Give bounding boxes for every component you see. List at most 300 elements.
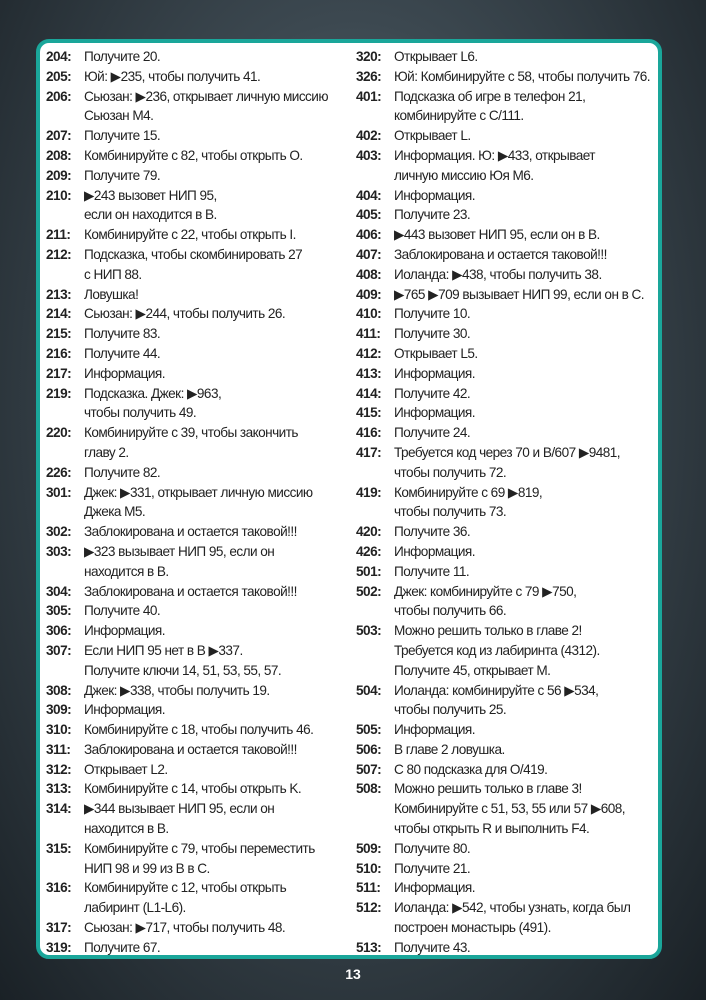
entry-number: 315: — [46, 840, 72, 856]
entry-text — [84, 67, 352, 87]
content-panel — [36, 39, 662, 959]
entry-text-line: Джека М5. — [84, 504, 146, 520]
entry-text-line: Получите 67. — [84, 939, 161, 955]
entry-text-line: Информация. — [394, 880, 475, 896]
entry — [356, 186, 662, 206]
entry-text-line: Получите 44. — [84, 345, 161, 361]
entry-text-line: Получите 20. — [84, 49, 161, 64]
entry-number: 508: — [356, 781, 382, 797]
entry — [356, 859, 662, 879]
entry-number: 226: — [46, 464, 72, 480]
entry-text-line: Получите 79. — [84, 167, 161, 183]
entry-text — [84, 720, 352, 740]
entry-text — [394, 859, 662, 879]
entry-text — [394, 740, 662, 760]
entry-number: 215: — [46, 326, 72, 342]
entry-number: 213: — [46, 286, 72, 302]
entry-text-line: Подсказка об игре в телефон 21, — [394, 88, 586, 104]
entry-text — [394, 423, 662, 443]
entry-number: 317: — [46, 920, 72, 936]
entry — [356, 384, 662, 404]
entry-number: 212: — [46, 246, 72, 262]
entry-text — [84, 324, 352, 344]
entry-text-line: Джек: ▶331, открывает личную миссию — [84, 484, 313, 500]
entry-text — [84, 146, 352, 166]
entry-number: 405: — [356, 207, 382, 223]
entry — [46, 87, 352, 127]
entry-text-line: Открывает L2. — [84, 761, 168, 777]
entry-number: 210: — [46, 187, 72, 203]
entry-text-line: Информация. — [394, 722, 475, 738]
entry-text — [394, 582, 662, 622]
entry — [46, 423, 352, 463]
entry-text-line: Комбинируйте с 14, чтобы открыть K. — [84, 781, 302, 797]
entry-text — [394, 384, 662, 404]
entry-text — [84, 87, 352, 127]
entry-text — [394, 483, 662, 523]
entry-number: 419: — [356, 484, 382, 500]
entry-text — [84, 938, 352, 958]
entry — [46, 47, 352, 67]
entry-text — [394, 760, 662, 780]
entry-text — [394, 324, 662, 344]
entry-number: 404: — [356, 187, 382, 203]
entry-number: 307: — [46, 642, 72, 658]
entry — [46, 621, 352, 641]
entry — [46, 166, 352, 186]
entry-text-line: лабиринт (L1-L6). — [84, 900, 186, 916]
entry-text — [394, 225, 662, 245]
entry-text — [84, 621, 352, 641]
entry-text-line: Информация. Ю: ▶433, открывает — [394, 147, 595, 163]
entry-text-line: чтобы получить 73. — [394, 504, 507, 520]
entry-text-line: Юй: ▶235, чтобы получить 41. — [84, 68, 261, 84]
entry-number: 408: — [356, 266, 382, 282]
entry-text — [394, 186, 662, 206]
entry-text-line: Открывает L6. — [394, 49, 478, 64]
entry-text — [394, 87, 662, 127]
entry — [46, 720, 352, 740]
entry — [46, 700, 352, 720]
entry-number: 503: — [356, 623, 382, 639]
entry — [46, 601, 352, 621]
entry-number: 313: — [46, 781, 72, 797]
entry — [46, 681, 352, 701]
entry — [356, 740, 662, 760]
entry-text-line: ▶443 вызовет НИП 95, если он в B. — [394, 227, 600, 243]
entry — [356, 621, 662, 680]
entry-number: 216: — [46, 345, 72, 361]
entry-text-line: Получите 80. — [394, 840, 471, 856]
entry-text — [84, 641, 352, 681]
entry — [356, 126, 662, 146]
entry-number: 407: — [356, 246, 382, 262]
entry-text-line: Получите 45, открывает M. — [394, 662, 551, 678]
entry-text — [84, 799, 352, 839]
entry — [356, 760, 662, 780]
entry-text-line: находится в B. — [84, 563, 169, 579]
entry-text — [394, 898, 662, 938]
entry — [356, 67, 662, 87]
entry-text — [394, 621, 662, 680]
entry — [46, 463, 352, 483]
entry-text-line: Получите 36. — [394, 524, 471, 540]
entry-number: 301: — [46, 484, 72, 500]
entry-number: 220: — [46, 425, 72, 441]
entry-text-line: Информация. — [84, 365, 165, 381]
entry-text-line: Подсказка. Джек: ▶963, — [84, 385, 222, 401]
entry-number: 308: — [46, 682, 72, 698]
entry-number: 205: — [46, 68, 72, 84]
entry-text — [394, 285, 662, 305]
entry — [356, 225, 662, 245]
entry — [356, 265, 662, 285]
entry-text-line: Комбинируйте с 18, чтобы получить 46. — [84, 722, 314, 738]
entry-text-line: если он находится в B. — [84, 207, 217, 223]
entry-text-line: ▶765 ▶709 вызывает НИП 99, если он в C. — [394, 286, 645, 302]
entry-number: 204: — [46, 49, 72, 64]
entry-number: 209: — [46, 167, 72, 183]
entry-number: 206: — [46, 88, 72, 104]
entry-text — [394, 542, 662, 562]
entry-number: 214: — [46, 306, 72, 322]
entry — [46, 938, 352, 958]
entry-text-line: Получите 83. — [84, 326, 161, 342]
entry-text-line: Заблокирована и остается таковой!!! — [84, 741, 297, 757]
entry-text-line: ▶344 вызывает НИП 95, если он — [84, 801, 275, 817]
entry — [46, 324, 352, 344]
entry — [356, 304, 662, 324]
entry-number: 303: — [46, 543, 72, 559]
entry-text-line: главу 2. — [84, 444, 129, 460]
entry-text-line: С 80 подсказка для O/419. — [394, 761, 548, 777]
entry-text — [84, 681, 352, 701]
entry-text — [394, 67, 662, 87]
entry-number: 311: — [46, 741, 71, 757]
entry-text-line: Иоланда: ▶542, чтобы узнать, когда был — [394, 900, 631, 916]
entry-number: 412: — [356, 345, 382, 361]
entry-text-line: Получите 24. — [394, 425, 471, 441]
entry-number: 320: — [356, 49, 382, 64]
entry-text-line: Комбинируйте с 12, чтобы открыть — [84, 880, 287, 896]
entry-number: 501: — [356, 563, 382, 579]
entry-number: 316: — [46, 880, 72, 896]
entry-text-line: личную миссию Юя М6. — [394, 167, 534, 183]
entry-text — [84, 47, 352, 67]
entry-number: 507: — [356, 761, 382, 777]
entry-text-line: Требуется код через 70 и B/607 ▶9481, — [394, 444, 620, 460]
entry-number: 506: — [356, 741, 382, 757]
entry-text — [84, 483, 352, 523]
entry-text-line: Комбинируйте с 22, чтобы открыть I. — [84, 227, 296, 243]
entry-number: 402: — [356, 128, 382, 144]
entry-text-line: Получите 40. — [84, 603, 161, 619]
entry-number: 312: — [46, 761, 72, 777]
left-column — [46, 47, 352, 958]
entry-number: 309: — [46, 702, 72, 718]
entry-text-line: чтобы получить 72. — [394, 464, 507, 480]
entry-text — [84, 760, 352, 780]
entry — [46, 760, 352, 780]
entry — [46, 225, 352, 245]
entry-number: 410: — [356, 306, 382, 322]
entry-text — [84, 582, 352, 602]
entry-text-line: Комбинируйте с 82, чтобы открыть O. — [84, 147, 303, 163]
entry-text — [84, 522, 352, 542]
entry-text-line: Заблокирована и остается таковой!!! — [394, 246, 607, 262]
entry-number: 415: — [356, 405, 382, 421]
entry — [356, 364, 662, 384]
entry-text-line: Комбинируйте с 51, 53, 55 или 57 ▶608, — [394, 801, 625, 817]
entry-number: 505: — [356, 722, 382, 738]
entry-text-line: Открывает L. — [394, 128, 471, 144]
entry-number: 305: — [46, 603, 72, 619]
entry-text-line: Заблокирована и остается таковой!!! — [84, 583, 297, 599]
entry-text-line: Информация. — [394, 405, 475, 421]
entry-text-line: Джек: ▶338, чтобы получить 19. — [84, 682, 270, 698]
entry-text-line: комбинируйте с C/111. — [394, 108, 524, 124]
entry — [46, 799, 352, 839]
entry — [356, 403, 662, 423]
entry-text-line: чтобы получить 25. — [394, 702, 507, 718]
right-column — [356, 47, 662, 958]
entry — [356, 898, 662, 938]
entry-number: 512: — [356, 900, 382, 916]
entry-text-line: ▶323 вызывает НИП 95, если он — [84, 543, 275, 559]
entry-text-line: Сьюзан: ▶244, чтобы получить 26. — [84, 306, 286, 322]
entry-text — [84, 918, 352, 938]
entry-number: 403: — [356, 147, 382, 163]
entry-text-line: Юй: Комбинируйте с 58, чтобы получить 76. — [394, 68, 650, 84]
entry-number: 302: — [46, 524, 72, 540]
entry — [356, 582, 662, 622]
entry-number: 219: — [46, 385, 72, 401]
entry-text-line: Получите 23. — [394, 207, 471, 223]
entry-number: 207: — [46, 128, 72, 144]
entry — [356, 344, 662, 364]
entry-text-line: Получите 11. — [394, 563, 470, 579]
entry-number: 510: — [356, 860, 382, 876]
entry — [46, 245, 352, 285]
entry-text-line: Иоланда: комбинируйте с 56 ▶534, — [394, 682, 599, 698]
entry-number: 401: — [356, 88, 382, 104]
entry-text-line: Получите 15. — [84, 128, 161, 144]
entry-number: 208: — [46, 147, 72, 163]
entry — [356, 779, 662, 838]
entry — [356, 423, 662, 443]
entry — [356, 938, 662, 958]
entry — [356, 839, 662, 859]
entry — [46, 740, 352, 760]
entry — [356, 87, 662, 127]
entry-text — [84, 779, 352, 799]
entry-text-line: Получите 10. — [394, 306, 471, 322]
entry-text-line: Если НИП 95 нет в B ▶337. — [84, 642, 243, 658]
entry — [356, 681, 662, 721]
entry-text — [84, 542, 352, 582]
entry-text-line: Информация. — [394, 543, 475, 559]
entry-text-line: Сьюзан: ▶236, открывает личную миссию — [84, 88, 328, 104]
entry-text — [394, 839, 662, 859]
entry-text-line: Получите 21. — [394, 860, 471, 876]
entry-text — [394, 126, 662, 146]
entry-text — [84, 166, 352, 186]
entry-text-line: Получите 30. — [394, 326, 471, 342]
entry-text — [84, 740, 352, 760]
entry — [356, 205, 662, 225]
entry-text-line: Получите 42. — [394, 385, 471, 401]
entry-text — [394, 344, 662, 364]
entry-number: 310: — [46, 722, 72, 738]
entry-text-line: Подсказка, чтобы скомбинировать 27 — [84, 246, 303, 262]
entry-number: 420: — [356, 524, 382, 540]
entry-text-line: Можно решить только в главе 2! — [394, 623, 582, 639]
entry-text — [84, 839, 352, 879]
entry-text — [394, 205, 662, 225]
entry-text — [84, 245, 352, 285]
entry-number: 314: — [46, 801, 72, 817]
entry — [46, 878, 352, 918]
entry-number: 413: — [356, 365, 382, 381]
entry-text-line: Открывает L5. — [394, 345, 478, 361]
entry-text — [84, 225, 352, 245]
entry — [46, 641, 352, 681]
entry-number: 504: — [356, 682, 382, 698]
entry-text-line: Иоланда: ▶438, чтобы получить 38. — [394, 266, 602, 282]
entry-text-line: Комбинируйте с 79, чтобы переместить — [84, 840, 315, 856]
entry-text — [394, 878, 662, 898]
entry-text-line: Сьюзан: ▶717, чтобы получить 48. — [84, 920, 286, 936]
entry — [356, 878, 662, 898]
entry-text-line: с НИП 88. — [84, 266, 142, 282]
entry-text-line: чтобы получить 66. — [394, 603, 507, 619]
entry-text — [394, 443, 662, 483]
entry-text-line: Сьюзан М4. — [84, 108, 154, 124]
entry-text — [394, 562, 662, 582]
entry — [356, 245, 662, 265]
entry-number: 414: — [356, 385, 382, 401]
entry-number: 406: — [356, 227, 382, 243]
entry-text-line: Комбинируйте с 69 ▶819, — [394, 484, 543, 500]
entry-text — [84, 126, 352, 146]
entry-text-line: Требуется код из лабиринта (4312). — [394, 642, 600, 658]
entry-text — [394, 779, 662, 838]
entry — [356, 720, 662, 740]
entry-number: 411: — [356, 326, 381, 342]
entry — [46, 542, 352, 582]
entry — [356, 522, 662, 542]
entry — [356, 542, 662, 562]
entry-text-line: Заблокирована и остается таковой!!! — [84, 524, 297, 540]
entry-text-line: В главе 2 ловушка. — [394, 741, 505, 757]
entry-number: 509: — [356, 840, 382, 856]
entry — [46, 522, 352, 542]
entry — [46, 126, 352, 146]
entry-text — [394, 403, 662, 423]
entry-number: 306: — [46, 623, 72, 639]
entry — [356, 483, 662, 523]
entry-text-line: Информация. — [394, 187, 475, 203]
entry-text-line: Информация. — [84, 623, 165, 639]
entry-number: 511: — [356, 880, 381, 896]
entry-text-line: Получите 82. — [84, 464, 161, 480]
entry-text — [84, 878, 352, 918]
entry-text — [394, 938, 662, 958]
entry — [46, 483, 352, 523]
entry-text-line: Джек: комбинируйте с 79 ▶750, — [394, 583, 577, 599]
entry-text-line: Получите 43. — [394, 939, 471, 955]
entry-text-line: НИП 98 и 99 из B в C. — [84, 860, 210, 876]
entry-text-line: чтобы открыть R и выполнить F4. — [394, 821, 590, 837]
entry-number: 417: — [356, 444, 382, 460]
entry — [46, 779, 352, 799]
entry-text-line: Информация. — [84, 702, 165, 718]
entry-text-line: ▶243 вызовет НИП 95, — [84, 187, 217, 203]
entry-text — [84, 463, 352, 483]
entry — [356, 146, 662, 186]
entry-text — [84, 601, 352, 621]
entry-text — [84, 285, 352, 305]
entry — [46, 344, 352, 364]
entry — [356, 47, 662, 67]
entry — [46, 285, 352, 305]
entry-text — [84, 700, 352, 720]
entry — [46, 304, 352, 324]
entry-number: 409: — [356, 286, 382, 302]
entry-text — [84, 384, 352, 424]
entry-number: 502: — [356, 583, 382, 599]
entry-text-line: Информация. — [394, 365, 475, 381]
entry-text — [394, 265, 662, 285]
entry-text — [394, 522, 662, 542]
entry-text-line: Можно решить только в главе 3! — [394, 781, 582, 797]
entry — [356, 285, 662, 305]
entry-text — [84, 423, 352, 463]
entry-text — [394, 681, 662, 721]
entry — [46, 918, 352, 938]
entry-number: 217: — [46, 365, 72, 381]
entry — [46, 839, 352, 879]
entry-text — [394, 304, 662, 324]
entry — [356, 562, 662, 582]
entry — [356, 324, 662, 344]
entry-text — [394, 364, 662, 384]
entry-number: 416: — [356, 425, 382, 441]
entry — [46, 582, 352, 602]
entry-text — [84, 344, 352, 364]
entry-number: 319: — [46, 939, 72, 955]
entry-text — [394, 245, 662, 265]
entry-text — [84, 304, 352, 324]
entry-text-line: находится в B. — [84, 821, 169, 837]
entry-text — [394, 146, 662, 186]
entry-text-line: Получите ключи 14, 51, 53, 55, 57. — [84, 662, 282, 678]
entry-number: 211: — [46, 227, 71, 243]
entry-text-line: Комбинируйте с 39, чтобы закончить — [84, 425, 298, 441]
entry-number: 426: — [356, 543, 382, 559]
entry-number: 326: — [356, 68, 382, 84]
entry-text — [394, 720, 662, 740]
entry — [46, 146, 352, 166]
entry — [46, 67, 352, 87]
entry-text — [84, 186, 352, 226]
entry-number: 513: — [356, 939, 382, 955]
entry-text — [394, 47, 662, 67]
entry — [46, 186, 352, 226]
entry-text-line: Ловушка! — [84, 286, 139, 302]
entry — [46, 384, 352, 424]
entry-text-line: построен монастырь (491). — [394, 920, 551, 936]
